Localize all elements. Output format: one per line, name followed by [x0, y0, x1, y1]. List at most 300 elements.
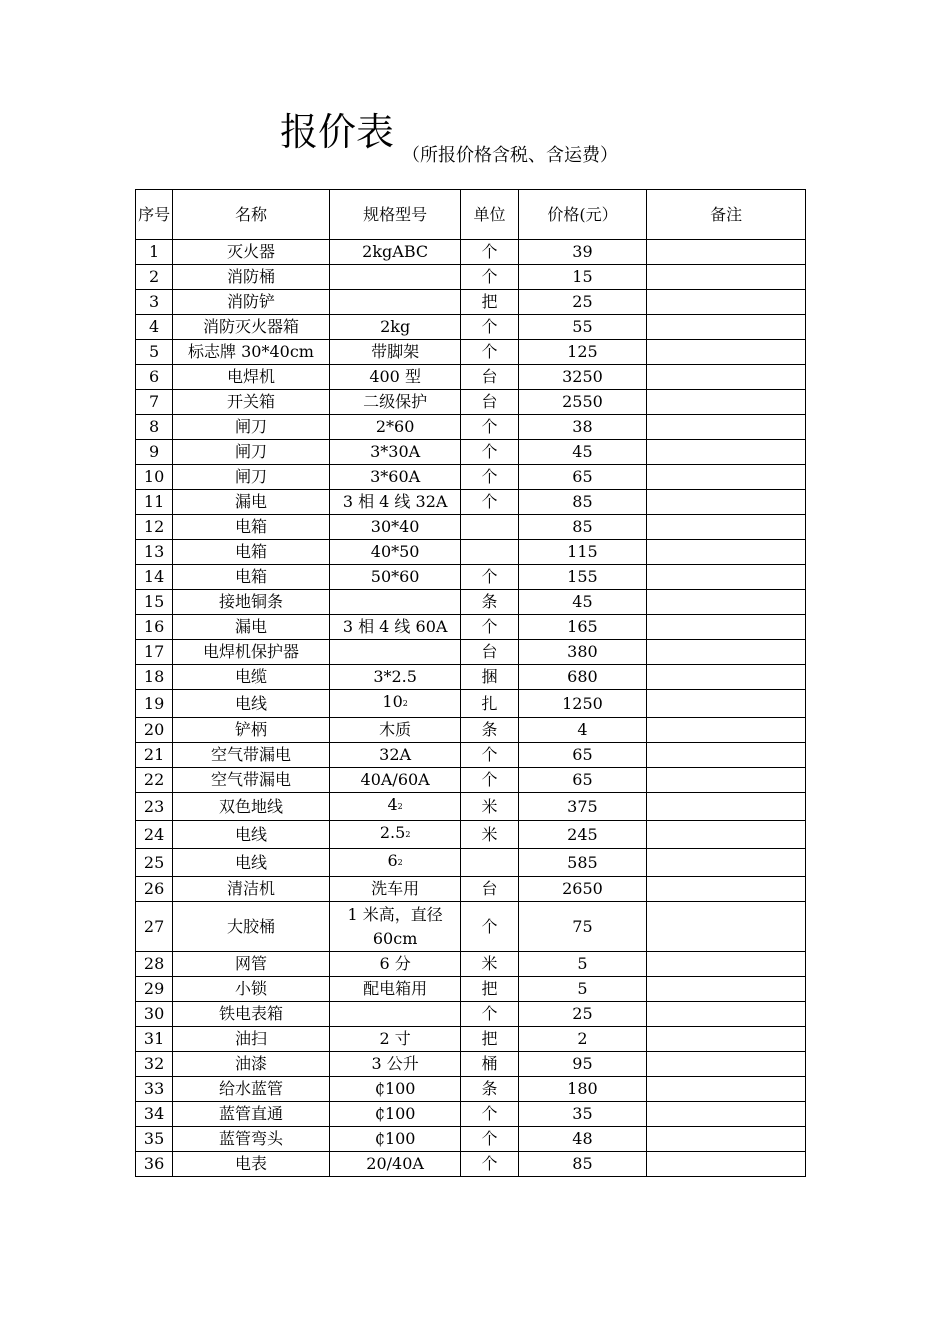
cell-note: [647, 743, 806, 768]
table-row: [136, 1052, 806, 1077]
cell-unit-text: 条: [481, 1079, 498, 1098]
cell-unit: [461, 1052, 518, 1077]
cell-spec-text: 洗车用: [371, 879, 420, 898]
cell-name-text: 电线: [234, 693, 267, 713]
cell-no-text: 30: [143, 1004, 165, 1023]
cell-no: [136, 540, 173, 565]
cell-no-text: 27: [143, 916, 165, 936]
cell-name: [173, 640, 330, 665]
cell-no-text: 31: [143, 1029, 165, 1048]
cell-price-text: 115: [567, 542, 598, 561]
cell-no: [136, 718, 173, 743]
cell-price: [518, 315, 647, 340]
cell-no: [136, 821, 173, 849]
cell-price: [518, 1077, 647, 1102]
table-row: [136, 440, 806, 465]
cell-name: [173, 1102, 330, 1127]
cell-price: [518, 1052, 647, 1077]
cell-no-text: 11: [143, 492, 165, 511]
cell-spec: [329, 849, 461, 877]
cell-name-text: 标志牌 30*40cm: [188, 342, 314, 361]
cell-price: [518, 718, 647, 743]
cell-no: [136, 615, 173, 640]
cell-unit-text: 桶: [481, 1054, 498, 1073]
cell-note: [647, 340, 806, 365]
cell-unit: [461, 615, 518, 640]
cell-name: [173, 690, 330, 718]
cell-name-text: 闸刀: [234, 417, 267, 436]
cell-price-text: 2550: [562, 392, 603, 411]
cell-no-text: 23: [143, 796, 165, 816]
cell-name: [173, 902, 330, 952]
cell-name: [173, 1152, 330, 1177]
cell-unit: [461, 265, 518, 290]
cell-name: [173, 977, 330, 1002]
cell-no-text: 25: [143, 852, 165, 872]
cell-spec-superscript: 2: [405, 830, 411, 839]
table-row: [136, 1027, 806, 1052]
cell-no-text: 10: [143, 467, 165, 486]
cell-price: [518, 1127, 647, 1152]
cell-spec-text: 40A/60A: [360, 770, 430, 789]
cell-spec: [329, 1052, 461, 1077]
cell-note: [647, 768, 806, 793]
cell-spec: [329, 440, 461, 465]
cell-price: [518, 290, 647, 315]
cell-spec-text: 1 米高，直径 60cm: [347, 904, 443, 948]
cell-price-text: 38: [572, 417, 593, 436]
cell-unit: [461, 718, 518, 743]
cell-no: [136, 265, 173, 290]
cell-name: [173, 849, 330, 877]
cell-unit-text: 个: [481, 242, 498, 261]
table-row: [136, 902, 806, 952]
cell-unit: [461, 1102, 518, 1127]
cell-spec-text: 3 相 4 线 32A: [342, 492, 448, 511]
cell-spec-text: 2kgABC: [362, 242, 429, 261]
cell-unit: [461, 902, 518, 952]
table-row: [136, 977, 806, 1002]
cell-no-text: 4: [148, 317, 160, 336]
cell-no-text: 21: [143, 745, 165, 764]
cell-name-text: 闸刀: [234, 442, 267, 461]
cell-name-text: 接地铜条: [218, 592, 283, 611]
cell-name-text: 电箱: [234, 517, 267, 536]
table-row: [136, 315, 806, 340]
cell-unit-text: 个: [481, 492, 498, 511]
cell-spec: [329, 1077, 461, 1102]
cell-unit: [461, 465, 518, 490]
cell-spec-text: 40*50: [370, 542, 420, 561]
cell-name: [173, 793, 330, 821]
cell-no: [136, 340, 173, 365]
cell-price: [518, 849, 647, 877]
cell-spec: [329, 265, 461, 290]
cell-name: [173, 390, 330, 415]
cell-no: [136, 465, 173, 490]
cell-price: [518, 977, 647, 1002]
cell-name-text: 空气带漏电: [210, 770, 291, 789]
cell-no-text: 5: [148, 342, 160, 361]
cell-unit-text: 个: [481, 770, 498, 789]
cell-name: [173, 315, 330, 340]
table-row: [136, 849, 806, 877]
cell-name: [173, 821, 330, 849]
cell-note: [647, 665, 806, 690]
cell-spec: [329, 1027, 461, 1052]
cell-spec-text: 木质: [379, 720, 412, 739]
cell-no-text: 16: [143, 617, 165, 636]
cell-name-text: 电箱: [234, 542, 267, 561]
cell-no: [136, 1077, 173, 1102]
table-row: [136, 1127, 806, 1152]
cell-no: [136, 290, 173, 315]
cell-no-text: 18: [143, 667, 165, 686]
cell-no-text: 9: [148, 442, 160, 461]
cell-name: [173, 540, 330, 565]
cell-spec-superscript: 2: [397, 802, 403, 811]
cell-price-text: 85: [572, 517, 593, 536]
cell-unit: [461, 849, 518, 877]
cell-spec: [329, 1152, 461, 1177]
cell-name-text: 大胶桶: [226, 916, 275, 936]
cell-no: [136, 977, 173, 1002]
cell-no: [136, 640, 173, 665]
table-row: [136, 793, 806, 821]
cell-name-text: 双色地线: [218, 796, 283, 816]
cell-no: [136, 877, 173, 902]
cell-note: [647, 821, 806, 849]
cell-note: [647, 265, 806, 290]
cell-no: [136, 590, 173, 615]
cell-spec-text: 32A: [379, 745, 412, 764]
cell-unit-text: 台: [481, 879, 498, 898]
cell-no: [136, 440, 173, 465]
cell-no-text: 8: [148, 417, 160, 436]
cell-price-text: 65: [572, 467, 593, 486]
cell-name-text: 空气带漏电: [210, 745, 291, 764]
cell-unit-text: 个: [481, 1129, 498, 1148]
cell-spec: [329, 565, 461, 590]
cell-price: [518, 415, 647, 440]
cell-note: [647, 390, 806, 415]
cell-price: [518, 768, 647, 793]
cell-note: [647, 1052, 806, 1077]
cell-no: [136, 1102, 173, 1127]
cell-price-text: 85: [572, 492, 593, 511]
cell-spec: [329, 1102, 461, 1127]
cell-spec: [329, 743, 461, 768]
cell-spec-text: 二级保护: [363, 392, 428, 411]
cell-unit-text: 个: [481, 567, 498, 586]
cell-price-text: 55: [572, 317, 593, 336]
cell-spec-text: 2kg: [380, 317, 411, 336]
cell-spec: [329, 415, 461, 440]
cell-spec-text: 10: [382, 692, 403, 711]
cell-unit: [461, 390, 518, 415]
cell-name: [173, 440, 330, 465]
cell-price-text: 5: [577, 954, 588, 973]
cell-no-text: 35: [143, 1129, 165, 1148]
cell-note: [647, 315, 806, 340]
cell-unit: [461, 440, 518, 465]
cell-price: [518, 902, 647, 952]
cell-name-text: 油漆: [234, 1054, 267, 1073]
cell-no: [136, 743, 173, 768]
cell-name: [173, 1002, 330, 1027]
cell-price: [518, 540, 647, 565]
cell-name-text: 灭火器: [226, 242, 275, 261]
table-row: [136, 565, 806, 590]
cell-note: [647, 590, 806, 615]
cell-no: [136, 690, 173, 718]
cell-name: [173, 1052, 330, 1077]
cell-unit: [461, 977, 518, 1002]
cell-unit: [461, 768, 518, 793]
cell-unit-text: 米: [481, 796, 498, 816]
cell-price: [518, 1102, 647, 1127]
table-row: [136, 640, 806, 665]
cell-price-text: 585: [567, 852, 598, 872]
cell-price: [518, 640, 647, 665]
cell-name-text: 闸刀: [234, 467, 267, 486]
cell-name-text: 铁电表箱: [218, 1004, 283, 1023]
table-row: [136, 290, 806, 315]
cell-no-text: 6: [148, 367, 160, 386]
table-row: [136, 265, 806, 290]
cell-spec: [329, 515, 461, 540]
cell-note: [647, 1127, 806, 1152]
cell-price: [518, 690, 647, 718]
cell-price: [518, 1027, 647, 1052]
cell-unit-text: 个: [481, 317, 498, 336]
cell-spec-text: 2.5: [379, 823, 406, 842]
cell-spec: [329, 315, 461, 340]
cell-unit: [461, 821, 518, 849]
table-row: [136, 365, 806, 390]
cell-no-text: 34: [143, 1104, 165, 1123]
cell-spec-superscript: 2: [402, 699, 408, 708]
cell-no-text: 14: [143, 567, 165, 586]
cell-unit: [461, 665, 518, 690]
cell-price: [518, 240, 647, 265]
table-row: [136, 615, 806, 640]
cell-unit: [461, 640, 518, 665]
cell-no: [136, 849, 173, 877]
cell-unit: [461, 1127, 518, 1152]
cell-unit-text: 台: [481, 367, 498, 386]
cell-name: [173, 768, 330, 793]
cell-unit-text: 扎: [481, 693, 498, 713]
cell-spec: [329, 490, 461, 515]
cell-name: [173, 565, 330, 590]
cell-no-text: 33: [143, 1079, 165, 1098]
cell-name: [173, 240, 330, 265]
header-note: 备注: [647, 190, 806, 240]
cell-no: [136, 390, 173, 415]
table-row: [136, 665, 806, 690]
cell-no: [136, 240, 173, 265]
cell-unit: [461, 590, 518, 615]
cell-spec: [329, 615, 461, 640]
cell-no: [136, 952, 173, 977]
cell-price: [518, 515, 647, 540]
cell-note: [647, 565, 806, 590]
cell-no-text: 32: [143, 1054, 165, 1073]
cell-note: [647, 877, 806, 902]
cell-spec: [329, 465, 461, 490]
table-row: [136, 877, 806, 902]
header-spec: 规格型号: [329, 190, 461, 240]
header-no: 序号: [136, 190, 173, 240]
cell-price: [518, 793, 647, 821]
cell-price-text: 35: [572, 1104, 593, 1123]
cell-unit-text: 台: [481, 392, 498, 411]
cell-name: [173, 1077, 330, 1102]
cell-price: [518, 952, 647, 977]
cell-spec-text: 30*40: [370, 517, 420, 536]
cell-no-text: 7: [148, 392, 160, 411]
cell-unit-text: 个: [481, 1004, 498, 1023]
cell-unit: [461, 793, 518, 821]
cell-name-text: 电焊机保护器: [202, 642, 299, 661]
cell-price: [518, 743, 647, 768]
cell-spec-text: 3*30A: [370, 442, 421, 461]
cell-price-text: 165: [567, 617, 598, 636]
cell-spec: [329, 640, 461, 665]
cell-price-text: 65: [572, 745, 593, 764]
cell-spec: [329, 240, 461, 265]
cell-no: [136, 768, 173, 793]
cell-price-text: 5: [577, 979, 588, 998]
cell-note: [647, 1027, 806, 1052]
cell-no: [136, 1052, 173, 1077]
cell-note: [647, 365, 806, 390]
cell-name: [173, 265, 330, 290]
cell-price: [518, 365, 647, 390]
table-row: [136, 465, 806, 490]
cell-no-text: 26: [143, 879, 165, 898]
cell-name-text: 消防铲: [226, 292, 275, 311]
cell-unit-text: 个: [481, 916, 498, 936]
cell-unit: [461, 690, 518, 718]
cell-spec: [329, 718, 461, 743]
cell-name: [173, 743, 330, 768]
cell-unit: [461, 952, 518, 977]
cell-no-text: 13: [143, 542, 165, 561]
cell-spec: [329, 690, 461, 718]
cell-name-text: 电线: [234, 824, 267, 844]
cell-price: [518, 1152, 647, 1177]
table-row: [136, 743, 806, 768]
cell-no-text: 19: [143, 693, 165, 713]
cell-unit-text: 把: [481, 979, 498, 998]
cell-name-text: 漏电: [234, 492, 267, 511]
cell-no: [136, 1127, 173, 1152]
table-row: [136, 490, 806, 515]
cell-price: [518, 615, 647, 640]
cell-price-text: 45: [572, 442, 593, 461]
cell-unit: [461, 290, 518, 315]
cell-spec-text: 2 寸: [379, 1029, 411, 1048]
cell-price: [518, 665, 647, 690]
cell-no: [136, 665, 173, 690]
cell-spec: [329, 902, 461, 952]
cell-name-text: 清洁机: [226, 879, 275, 898]
table-row: [136, 718, 806, 743]
cell-note: [647, 615, 806, 640]
cell-note: [647, 849, 806, 877]
cell-name-text: 电箱: [234, 567, 267, 586]
table-row: [136, 590, 806, 615]
cell-spec: [329, 340, 461, 365]
cell-name-text: 铲柄: [234, 720, 267, 739]
cell-price-text: 85: [572, 1154, 593, 1173]
cell-unit-text: 台: [481, 642, 498, 661]
cell-price: [518, 565, 647, 590]
cell-unit: [461, 1027, 518, 1052]
cell-spec-text: 400 型: [369, 367, 421, 386]
cell-price: [518, 490, 647, 515]
cell-price-text: 25: [572, 1004, 593, 1023]
cell-no-text: 17: [143, 642, 165, 661]
cell-note: [647, 640, 806, 665]
cell-spec: [329, 877, 461, 902]
cell-no-text: 20: [143, 720, 165, 739]
cell-no-text: 12: [143, 517, 165, 536]
table-row: [136, 768, 806, 793]
cell-spec-text: 3*60A: [370, 467, 421, 486]
cell-name-text: 蓝管直通: [218, 1104, 283, 1123]
cell-name-text: 小锁: [234, 979, 267, 998]
cell-note: [647, 1152, 806, 1177]
cell-name: [173, 718, 330, 743]
cell-price: [518, 440, 647, 465]
cell-note: [647, 465, 806, 490]
cell-spec-text: 4: [387, 795, 398, 814]
cell-spec-text: 6: [387, 851, 398, 870]
cell-note: [647, 902, 806, 952]
cell-unit-text: 把: [481, 292, 498, 311]
cell-no: [136, 1002, 173, 1027]
table-row: [136, 1002, 806, 1027]
cell-note: [647, 240, 806, 265]
cell-note: [647, 793, 806, 821]
cell-spec: [329, 821, 461, 849]
cell-price-text: 4: [577, 720, 588, 739]
table-row: [136, 540, 806, 565]
cell-name-text: 消防灭火器箱: [202, 317, 299, 336]
cell-spec: [329, 1127, 461, 1152]
cell-unit: [461, 743, 518, 768]
cell-no: [136, 490, 173, 515]
table-row: [136, 390, 806, 415]
cell-price-text: 680: [567, 667, 598, 686]
cell-price-text: 75: [572, 916, 593, 936]
cell-spec-text: 3 公升: [371, 1054, 419, 1073]
cell-name: [173, 665, 330, 690]
cell-name: [173, 415, 330, 440]
cell-spec-text: ₵100: [374, 1104, 416, 1123]
table-row: [136, 415, 806, 440]
cell-unit: [461, 490, 518, 515]
quote-table: [135, 189, 806, 1177]
cell-unit: [461, 340, 518, 365]
cell-unit-text: 条: [481, 592, 498, 611]
cell-price-text: 2650: [562, 879, 603, 898]
cell-unit: [461, 540, 518, 565]
cell-note: [647, 1102, 806, 1127]
